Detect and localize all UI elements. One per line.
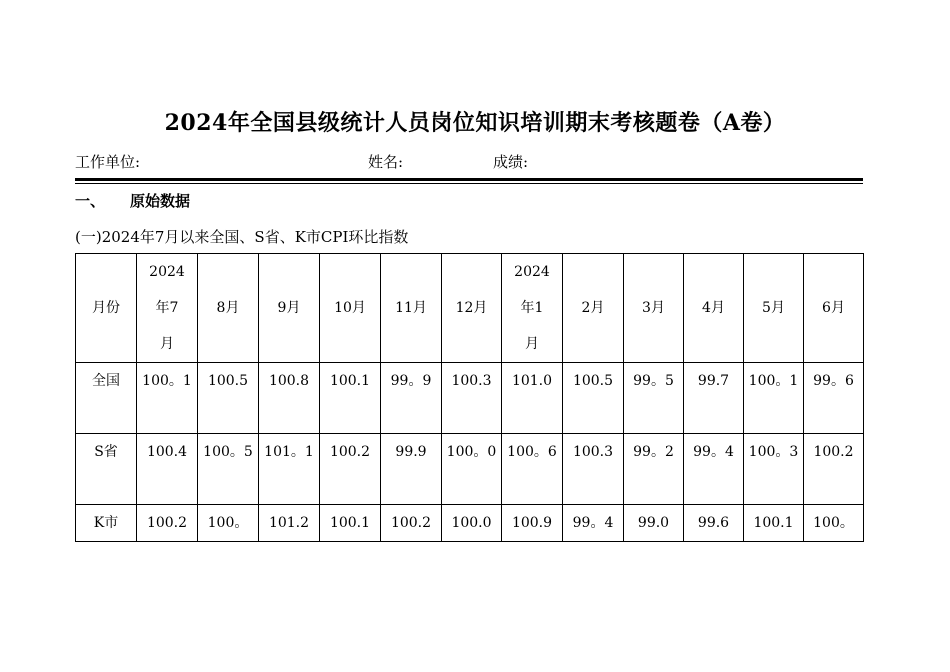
row-label-cell: 全国: [76, 363, 137, 434]
value-cell: 100.2: [804, 434, 864, 505]
value-cell: 101.2: [259, 505, 320, 542]
value-cell: 100。6: [502, 434, 563, 505]
value-cell: 100。1: [137, 363, 198, 434]
header-rule-thin: [75, 183, 863, 184]
table-row: [76, 434, 864, 505]
value-cell: 101.0: [502, 363, 563, 434]
value-cell: 100.4: [137, 434, 198, 505]
table-header-row: [76, 254, 864, 363]
value-cell: 100.1: [320, 363, 381, 434]
value-cell: 100.0: [442, 505, 502, 542]
header-cell: 6月: [804, 254, 864, 363]
value-cell: 100。: [198, 505, 259, 542]
section-number: 一、: [75, 192, 106, 210]
exam-info-fields: [0, 151, 950, 173]
name-label: 姓名:: [368, 153, 404, 171]
header-rule-thick: [75, 178, 863, 181]
value-cell: 101。1: [259, 434, 320, 505]
value-cell: 100.2: [320, 434, 381, 505]
value-cell: 99。6: [804, 363, 864, 434]
value-cell: 99.7: [684, 363, 744, 434]
value-cell: 100.3: [442, 363, 502, 434]
value-cell: 99。4: [684, 434, 744, 505]
header-cell: 3月: [624, 254, 684, 363]
header-cell: 12月: [442, 254, 502, 363]
value-cell: 100.8: [259, 363, 320, 434]
table-row: [76, 505, 864, 542]
value-cell: 99.0: [624, 505, 684, 542]
header-cell: 2月: [563, 254, 624, 363]
header-cell: 10月: [320, 254, 381, 363]
row-label-cell: S省: [76, 434, 137, 505]
cpi-table: [75, 253, 864, 542]
score-label: 成绩:: [493, 153, 529, 171]
value-cell: 100。5: [198, 434, 259, 505]
header-cell: 月份: [76, 254, 137, 363]
value-cell: 99。9: [381, 363, 442, 434]
value-cell: 99。4: [563, 505, 624, 542]
value-cell: 99。5: [624, 363, 684, 434]
value-cell: 100。: [804, 505, 864, 542]
value-cell: 100.9: [502, 505, 563, 542]
value-cell: 100.1: [744, 505, 804, 542]
unit-label: 工作单位:: [75, 153, 141, 171]
table-caption: (一)2024年7月以来全国、S省、K市CPI环比指数: [75, 228, 409, 246]
value-cell: 100.1: [320, 505, 381, 542]
header-cell: 2024年7月: [137, 254, 198, 363]
value-cell: 99。2: [624, 434, 684, 505]
table-row: [76, 363, 864, 434]
header-cell: 5月: [744, 254, 804, 363]
header-cell: 11月: [381, 254, 442, 363]
header-cell: 9月: [259, 254, 320, 363]
value-cell: 100。0: [442, 434, 502, 505]
value-cell: 100。1: [744, 363, 804, 434]
header-cell: 2024年1月: [502, 254, 563, 363]
header-cell: 8月: [198, 254, 259, 363]
row-label-cell: K市: [76, 505, 137, 542]
value-cell: 100.2: [137, 505, 198, 542]
value-cell: 100.2: [381, 505, 442, 542]
value-cell: 100.5: [198, 363, 259, 434]
exam-title: 2024年全国县级统计人员岗位知识培训期末考核题卷（A卷）: [164, 110, 786, 136]
section-title: 原始数据: [130, 192, 191, 210]
value-cell: 100.3: [563, 434, 624, 505]
value-cell: 99.6: [684, 505, 744, 542]
value-cell: 99.9: [381, 434, 442, 505]
header-cell: 4月: [684, 254, 744, 363]
value-cell: 100。3: [744, 434, 804, 505]
value-cell: 100.5: [563, 363, 624, 434]
